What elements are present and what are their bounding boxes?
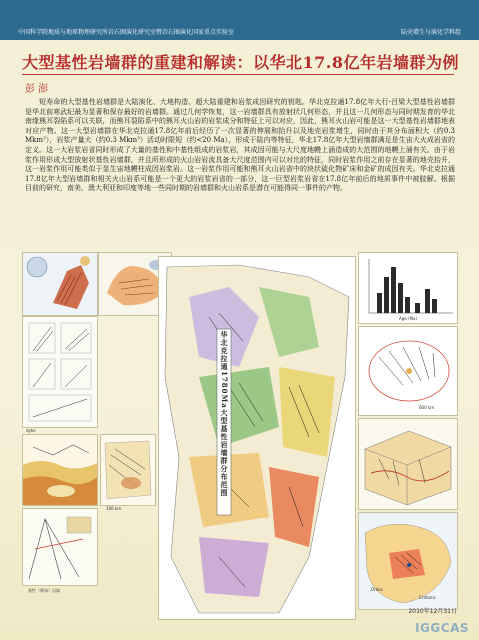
poster-title: 大型基性岩墙群的重建和解读：以华北17.8亿年岩墙群为例 xyxy=(22,53,459,72)
north-china-dyke-map xyxy=(158,256,356,620)
figure-collage xyxy=(22,252,456,618)
swarm-geometry-graphic xyxy=(359,327,457,415)
title-divider xyxy=(22,74,454,75)
age-histogram-graphic xyxy=(359,253,457,323)
location-map-graphic xyxy=(359,513,457,609)
block-diagram-panel xyxy=(358,418,458,510)
iggcas-watermark: IGGCAS xyxy=(415,621,469,635)
institution-name: 中国科学院地质与地球物理研究所岩石圈演化研究室暨岩石圈演化国家重点实验室 xyxy=(18,29,235,36)
age-axis-label: Age (Ma) xyxy=(399,316,418,321)
dyke-orientation-graphic xyxy=(23,317,97,427)
regional-geology-graphic xyxy=(23,435,97,505)
author-name: 彭 澎 xyxy=(25,84,49,95)
map-vertical-title: 华北克拉通1780Ma大型基性岩墙群分布范围 xyxy=(220,331,229,497)
fan-geometry-graphic xyxy=(23,253,97,315)
abstract-text: 短寿命的大型基性岩墙群是大陆演化、大地构造、超大陆重建和岩浆成因研究的钥匙。华北克拉通17.8亿年大行-吕梁大型基性岩墙群是华北前寒武纪最为显著和保存最好的岩墙群。通过几何学恢复，这一岩墙群具有放射状几何形态，并且这一几何形态与同时期发育的华北南缘熊耳裂陷系可以关联，而熊耳裂陷系中的熊耳火山岩的岩浆成分和特征上可以对应，因此，熊耳火山岩可能是这一大型基性岩墙群地表对应产物。这一大型岩墙群在华北克拉通17.8亿年前后经历了一次显著的伸展和抬升以及地壳岩浆增生，同时由于其分布面积大（约0.3 Mkm²），岩浆产量大（约0.3 Mkm³）活动时限短（约<20 Ma），形成于陆内等特征，华北17.8亿年大型岩墙群满足是生宙大火成岩省的定义。这一大岩浆岩省同时形成了大量的基性和中基性组成的岩浆岩，其成因可能与大尺度地幔上涌造成的大范围的地幔上涌有关。由于岩浆作用形成大型放射状基性岩墙群，并且所形成的火山岩岩流具备大尺度范围内可以对比的特征，同时岩浆作用之前存在显著的地壳抬升，这一岩浆作用可能类似于显生宙地幔柱成因岩浆岩。这一岩浆作用可能和熊耳火山岩省中的块状硫化物矿床和金矿的成因有关。华北克拉通17.8亿年大型岩墙群和相关火山岩系可能是一个更大的岩浆岩省的一部分，这一巨型岩浆岩省在17.8亿年前后的地质事件中被肢解。根据目前的研究，南美、澳大利亚和印度等地一些同时期的岩墙群和火山岩系是潜在可能得同一事件的产物。 xyxy=(25,98,455,193)
scale-label: 100 km xyxy=(106,506,122,511)
ordos-label: Ordos xyxy=(371,587,383,592)
research-group: 陆壳增生与演化学科组 xyxy=(400,29,461,36)
dyke-swarm-map-graphic xyxy=(159,257,355,619)
fan-geometry-figure xyxy=(22,252,98,316)
block-diagram-graphic xyxy=(359,419,457,509)
correlation-map-panel xyxy=(100,434,156,506)
ellipse-scale-label: 600 km xyxy=(419,405,435,410)
swarm-geometry-panel xyxy=(358,326,458,416)
sketch-section-panel xyxy=(22,508,98,586)
dyke-plot-label: dyke xyxy=(26,428,36,433)
lower-left-caption: 基性（辉绿）岩墙 xyxy=(28,588,60,593)
cratonic-label: Cratonic xyxy=(419,595,436,600)
correlation-map-graphic xyxy=(101,435,155,505)
poster-date: 2010年12月31日 xyxy=(408,608,457,615)
header-bar xyxy=(0,0,479,40)
sketch-section-graphic xyxy=(23,509,97,585)
location-map-panel xyxy=(358,512,458,610)
regional-geology-panel xyxy=(22,434,98,506)
dyke-orientation-panel xyxy=(22,316,98,428)
age-histogram-panel xyxy=(358,252,458,324)
